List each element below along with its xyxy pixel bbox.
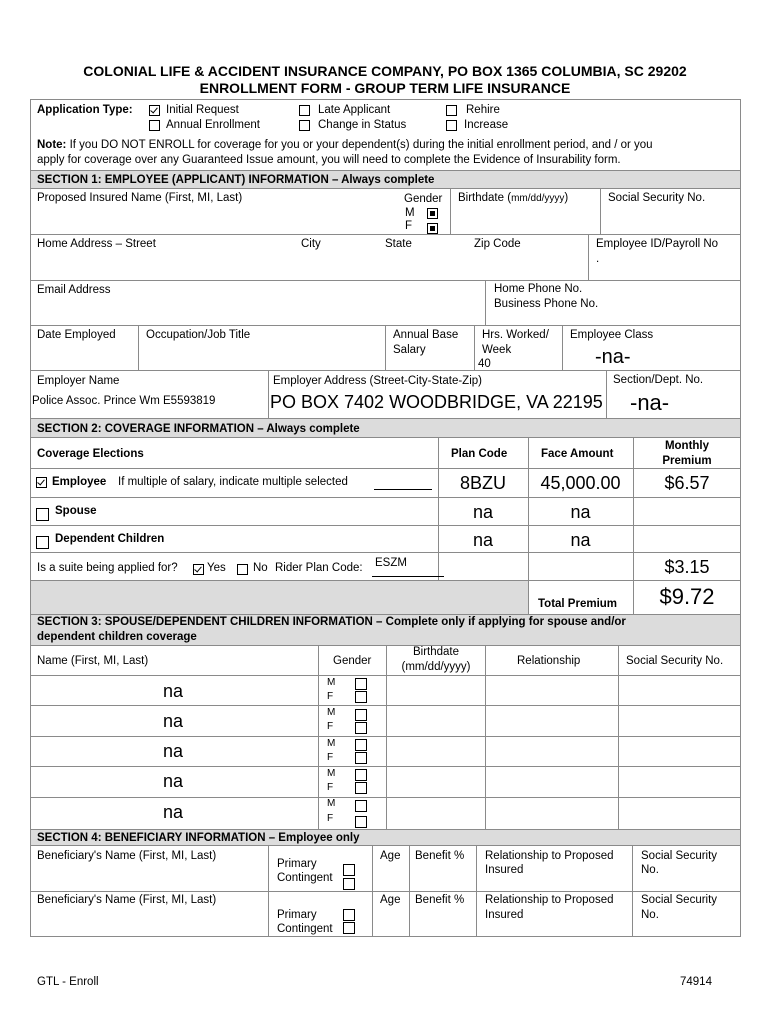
dependent-plan-code[interactable]: na — [472, 530, 494, 550]
section1-title: SECTION 1: EMPLOYEE (APPLICANT) INFORMATION – Always complete — [37, 174, 435, 186]
late-applicant-checkbox[interactable] — [299, 105, 310, 116]
late-applicant-label: Late Applicant — [318, 104, 391, 116]
dependent-face-amount[interactable]: na — [570, 530, 591, 550]
employee-plan-code[interactable]: 8BZU — [459, 473, 506, 493]
increase-label: Increase — [464, 119, 509, 131]
section-dept-label: Section/Dept. No. — [613, 374, 704, 386]
dependent-1-m-label: M — [327, 677, 336, 688]
beneficiary-2-ssn-label-2: No. — [641, 909, 659, 921]
dependent-5-f-checkbox[interactable] — [355, 816, 367, 828]
beneficiary-2-ssn-label: Social Security — [641, 894, 718, 906]
divider — [30, 675, 741, 676]
annual-base-label: Annual Base — [393, 329, 459, 341]
section-dept-value[interactable]: -na- — [630, 390, 670, 415]
hrs-worked-label: Hrs. Worked/ — [482, 329, 549, 341]
beneficiary-1-ssn-label: Social Security — [641, 850, 718, 862]
divider — [30, 552, 741, 553]
section2-title: SECTION 2: COVERAGE INFORMATION – Always complete — [37, 423, 360, 435]
divider — [30, 170, 741, 171]
salary-label: Salary — [393, 344, 426, 356]
divider — [372, 576, 444, 577]
note-line-2: apply for coverage over any Guaranteed Issue amount, you will need to complete the Evidence of Insurability form. — [37, 154, 621, 166]
dependent-5-m-label: M — [327, 798, 336, 809]
divider — [30, 525, 741, 526]
beneficiary-2-relationship-label: Relationship to Proposed — [485, 894, 614, 906]
hrs-worked-value[interactable]: 40 — [478, 358, 491, 370]
face-amount-label: Face Amount — [541, 448, 614, 460]
divider — [268, 370, 269, 418]
rider-premium[interactable]: $3.15 — [664, 557, 710, 577]
beneficiary-1-relationship-label: Relationship to Proposed — [485, 850, 614, 862]
employee-class-label: Employee Class — [570, 329, 654, 341]
total-premium-value[interactable]: $9.72 — [659, 584, 715, 609]
rider-plan-code-value[interactable]: ESZM — [375, 557, 407, 569]
rehire-checkbox[interactable] — [446, 105, 457, 116]
monthly-label: Monthly — [664, 440, 710, 452]
coverage-elections-label: Coverage Elections — [37, 448, 144, 460]
total-premium-label: Total Premium — [538, 598, 618, 610]
spouse-coverage-label: Spouse — [55, 505, 97, 517]
divider — [30, 497, 741, 498]
annual-enrollment-checkbox[interactable] — [149, 120, 160, 131]
employee-id-label: Employee ID/Payroll No — [596, 238, 719, 250]
email-label: Email Address — [37, 284, 111, 296]
rider-plan-code-label: Rider Plan Code: — [275, 562, 363, 574]
beneficiary-1-contingent-label: Contingent — [277, 872, 333, 884]
gender-f-checkbox[interactable] — [427, 223, 438, 234]
change-in-status-label: Change in Status — [318, 119, 407, 131]
section4-title: SECTION 4: BENEFICIARY INFORMATION – Employee only — [37, 832, 360, 844]
suite-yes-label: Yes — [207, 562, 226, 574]
beneficiary-1-primary-label: Primary — [277, 858, 317, 870]
suite-yes-checkbox[interactable] — [193, 564, 204, 575]
dependent-5-f-label: F — [327, 813, 334, 824]
birthdate-label-text: Birthdate ( — [458, 192, 512, 204]
suite-no-checkbox[interactable] — [237, 564, 248, 575]
home-phone-label: Home Phone No. — [494, 283, 583, 295]
employer-address-label: Employer Address (Street-City-State-Zip) — [273, 375, 482, 387]
divider — [30, 188, 741, 189]
divider — [30, 280, 741, 281]
employer-name-value[interactable]: Police Assoc. Prince Wm E5593819 — [32, 395, 216, 407]
employer-name-label: Employer Name — [37, 375, 120, 387]
multiple-selected-field[interactable] — [374, 489, 432, 490]
dependent-2-f-checkbox[interactable] — [355, 722, 367, 734]
dependent-5-name[interactable]: na — [163, 802, 184, 822]
dependent-children-label: Dependent Children — [55, 533, 165, 545]
beneficiary-1-primary-checkbox[interactable] — [343, 864, 355, 876]
divider — [138, 325, 139, 370]
beneficiary-2-contingent-checkbox[interactable] — [343, 922, 355, 934]
gender-label: Gender — [404, 193, 443, 205]
beneficiary-1-relationship-label-2: Insured — [485, 864, 524, 876]
section3-title-2: dependent children coverage — [37, 631, 197, 643]
dependent-3-m-label: M — [327, 738, 336, 749]
employee-id-label-cont: . — [596, 253, 600, 265]
dependent-4-f-label: F — [327, 782, 334, 793]
state-label: State — [385, 238, 412, 250]
proposed-name-label: Proposed Insured Name (First, MI, Last) — [37, 192, 243, 204]
birthdate-format: mm/dd/yyyy — [511, 193, 565, 204]
section3-title-1: SECTION 3: SPOUSE/DEPENDENT CHILDREN INFORMATION – Complete only if applying for spouse and/or — [37, 616, 626, 628]
divider — [30, 370, 741, 371]
dependent-3-f-checkbox[interactable] — [355, 752, 367, 764]
initial-request-label: Initial Request — [166, 104, 239, 116]
beneficiary-2-age-label: Age — [380, 894, 401, 906]
dependent-3-m-checkbox[interactable] — [355, 739, 367, 751]
employee-face-amount[interactable]: 45,000.00 — [540, 473, 621, 493]
dependent-4-name[interactable]: na — [163, 771, 184, 791]
dependent-5-m-checkbox[interactable] — [355, 800, 367, 812]
note-text-1: If you DO NOT ENROLL for coverage for you or your dependent(s) during the initial enrollment period, and / or you — [69, 139, 653, 151]
beneficiary-2-primary-checkbox[interactable] — [343, 909, 355, 921]
dependent-children-checkbox[interactable] — [36, 536, 49, 549]
week-label: Week — [482, 344, 512, 356]
divider — [30, 418, 741, 419]
employer-address-value[interactable]: PO BOX 7402 WOODBRIDGE, VA 22195 — [270, 392, 603, 412]
premium-label: Premium — [662, 455, 712, 467]
change-in-status-checkbox[interactable] — [299, 120, 310, 131]
rehire-label: Rehire — [466, 104, 500, 116]
spouse-face-amount[interactable]: na — [570, 502, 591, 522]
form-header-company: COLONIAL LIFE & ACCIDENT INSURANCE COMPANY, PO BOX 1365 COLUMBIA, SC 29202 — [83, 63, 687, 79]
occupation-label: Occupation/Job Title — [146, 329, 251, 341]
note-line-1 — [37, 138, 653, 152]
dependent-2-m-label: M — [327, 707, 336, 718]
beneficiary-1-age-label: Age — [380, 850, 401, 862]
gender-f-label: F — [405, 220, 413, 232]
suite-question: Is a suite being applied for? — [37, 562, 178, 574]
birthdate-label — [458, 191, 568, 206]
application-type-label: Application Type: — [37, 104, 133, 116]
dependent-2-f-label: F — [327, 721, 334, 732]
divider — [30, 736, 741, 737]
birthdate-label-close: ) — [564, 192, 569, 204]
divider — [485, 280, 486, 325]
beneficiary-2-contingent-label: Contingent — [277, 923, 333, 935]
beneficiary-2-primary-label: Primary — [277, 909, 317, 921]
dependent-2-m-checkbox[interactable] — [355, 709, 367, 721]
divider — [30, 891, 741, 892]
divider — [618, 645, 619, 829]
note-label: Note: — [37, 139, 67, 151]
employee-class-value[interactable]: -na- — [595, 346, 631, 368]
dependent-1-f-checkbox[interactable] — [355, 691, 367, 703]
divider — [30, 766, 741, 767]
dependent-ssn-label: Social Security No. — [626, 655, 724, 667]
divider — [30, 468, 741, 469]
employee-premium[interactable]: $6.57 — [664, 473, 710, 493]
initial-request-checkbox[interactable] — [149, 105, 160, 116]
total-row-shade — [31, 581, 528, 614]
ssn-label: Social Security No. — [608, 192, 706, 204]
divider — [528, 437, 529, 615]
beneficiary-1-contingent-checkbox[interactable] — [343, 878, 355, 890]
zip-label: Zip Code — [474, 238, 521, 250]
dependent-gender-label: Gender — [333, 655, 372, 667]
divider — [386, 645, 387, 829]
employee-multiple-note: If multiple of salary, indicate multiple selected — [118, 476, 348, 488]
divider — [30, 797, 741, 798]
beneficiary-2-benefit-label: Benefit % — [415, 894, 465, 906]
dependent-1-m-checkbox[interactable] — [355, 678, 367, 690]
divider — [30, 705, 741, 706]
beneficiary-1-name-label: Beneficiary's Name (First, MI, Last) — [37, 850, 217, 862]
dependent-4-f-checkbox[interactable] — [355, 782, 367, 794]
dependent-relationship-label: Relationship — [517, 655, 581, 667]
dependent-birthdate-label: Birthdate — [412, 646, 460, 658]
beneficiary-1-benefit-label: Benefit % — [415, 850, 465, 862]
dependent-name-label: Name (First, MI, Last) — [37, 655, 149, 667]
spouse-plan-code[interactable]: na — [472, 502, 494, 522]
employee-coverage-checkbox[interactable] — [36, 477, 47, 488]
increase-checkbox[interactable] — [446, 120, 457, 131]
dependent-4-m-checkbox[interactable] — [355, 769, 367, 781]
home-address-label: Home Address – Street — [37, 238, 156, 250]
gender-m-label: M — [405, 207, 415, 219]
dependent-2-name[interactable]: na — [163, 711, 184, 731]
footer-form-name: GTL - Enroll — [37, 976, 99, 988]
divider — [606, 370, 607, 418]
city-label: City — [301, 238, 321, 250]
divider — [474, 325, 475, 370]
dependent-4-m-label: M — [327, 768, 336, 779]
gender-m-checkbox[interactable] — [427, 208, 438, 219]
divider — [318, 645, 319, 829]
divider — [562, 325, 563, 370]
beneficiary-1-ssn-label-2: No. — [641, 864, 659, 876]
employee-coverage-label: Employee — [52, 476, 107, 488]
spouse-coverage-checkbox[interactable] — [36, 508, 49, 521]
date-employed-label: Date Employed — [37, 329, 116, 341]
divider — [30, 845, 741, 846]
dependent-3-name[interactable]: na — [163, 741, 184, 761]
business-phone-label: Business Phone No. — [494, 298, 599, 310]
divider — [385, 325, 386, 370]
form-header-title: ENROLLMENT FORM - GROUP TERM LIFE INSURANCE — [199, 80, 571, 96]
beneficiary-2-name-label: Beneficiary's Name (First, MI, Last) — [37, 894, 217, 906]
divider — [30, 234, 741, 235]
dependent-birthdate-format: (mm/dd/yyyy) — [401, 661, 471, 673]
dependent-1-name[interactable]: na — [163, 681, 184, 701]
divider — [485, 645, 486, 829]
footer-form-number: 74914 — [680, 976, 712, 988]
divider — [588, 234, 589, 280]
dependent-3-f-label: F — [327, 752, 334, 763]
beneficiary-2-relationship-label-2: Insured — [485, 909, 524, 921]
divider — [600, 188, 601, 234]
divider — [30, 437, 741, 438]
dependent-1-f-label: F — [327, 691, 334, 702]
annual-enrollment-label: Annual Enrollment — [166, 119, 260, 131]
suite-no-label: No — [253, 562, 268, 574]
divider — [450, 188, 451, 234]
plan-code-label: Plan Code — [451, 448, 508, 460]
